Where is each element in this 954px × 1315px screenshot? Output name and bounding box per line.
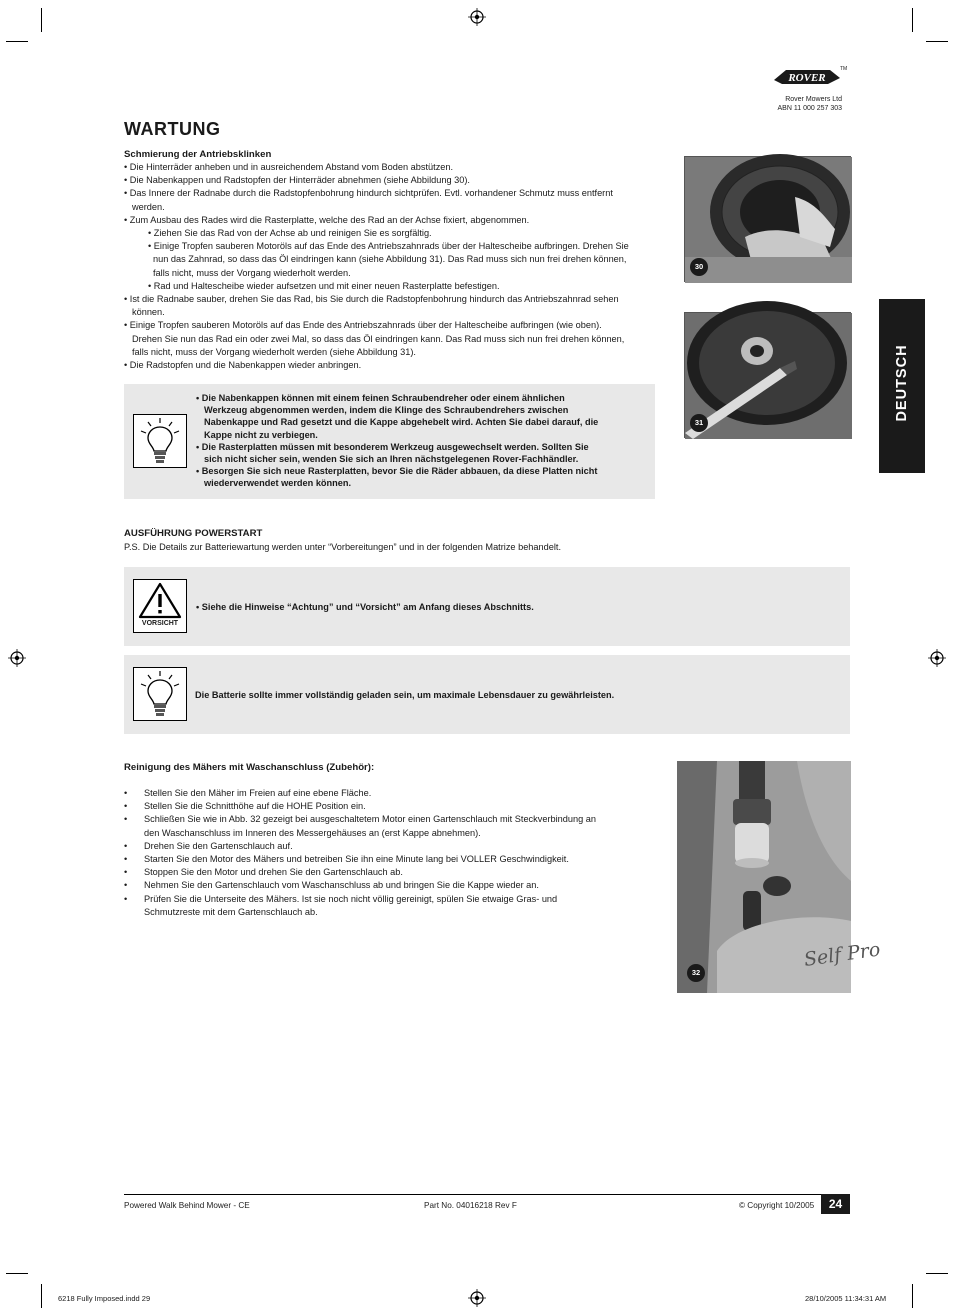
tip-line: Nabenkappe und Rad gesetzt und die Kappe abgehebelt wird. Achten Sie dabei darauf, die [204, 417, 599, 428]
crop-mark [912, 1284, 913, 1308]
tip-text: Die Batterie sollte immer vollständig geladen sein, um maximale Lebensdauer zu gewährleisten. [195, 690, 615, 700]
crop-mark [41, 1284, 42, 1308]
tip-line: Werkzeug abgenommen werden, indem die Klinge des Schraubendrehers zwischen [204, 405, 569, 416]
step-line: • Ziehen Sie das Rad von der Achse ab und reinigen Sie es sorgfältig. [148, 228, 432, 239]
figure-number: 30 [690, 258, 708, 276]
company-abn: ABN 11 000 257 303 [777, 105, 842, 112]
warning-text: • Siehe die Hinweise “Achtung” und “Vorsicht” am Anfang dieses Abschnitts. [196, 602, 534, 612]
list-item: • Prüfen Sie die Unterseite des Mähers. Ist sie noch nicht völlig gereinigt, spülen Sie etwaige Gras- und [124, 893, 558, 904]
tip-line: Kappe nicht zu verbiegen. [204, 429, 318, 440]
svg-text:ROVER: ROVER [788, 72, 826, 84]
step-line: • Das Innere der Radnabe durch die Radstopfenbohrung hindurch sichtprüfen. Evtl. vorhandener Schmutz muss entfernt [124, 188, 613, 199]
step-line: können. [132, 307, 165, 318]
language-tab [879, 299, 925, 473]
list-item: den Waschanschluss im Inneren des Messergehäuses an (erst Kappe abnehmen). [144, 827, 481, 838]
figure-30-photo [684, 156, 851, 282]
wheel-photo-illustration [685, 157, 852, 283]
language-tab-label: DEUTSCH [894, 344, 910, 422]
step-line: • Einige Tropfen sauberen Motoröls auf das Ende des Antriebszahnrads über der Haltescheibe aufbringen. Drehen Sie [148, 241, 629, 252]
list-item: • Stellen Sie den Mäher im Freien auf eine ebene Fläche. [124, 788, 372, 798]
powerstart-text: P.S. Die Details zur Batteriewartung werden unter “Vorbereitungen” und in der folgenden Matrize behandelt. [124, 542, 562, 552]
step-line: nun das Zahnrad, so dass das Öl eindringen kann (siehe Abbildung 31). Das Rad muss sich nun frei drehen können, [153, 254, 627, 265]
tip-line: • Die Nabenkappen können mit einem feinen Schraubendreher oder einem ähnlichen [196, 393, 565, 403]
step-line: falls nicht, muss der Vorgang wiederholt werden. [153, 267, 351, 278]
figure-number: 31 [690, 414, 708, 432]
step-line: • Die Hinterräder anheben und in ausreichendem Abstand vom Boden abstützen. [124, 162, 454, 172]
tip-box-hubcaps [124, 384, 655, 499]
tip-line: • Besorgen Sie sich neue Rasterplatten, bevor Sie die Räder abbauen, da diese Platten nicht [196, 466, 598, 477]
decal-text: Self Pro [802, 938, 882, 971]
crop-mark [926, 41, 948, 42]
footer-rule [124, 1194, 821, 1195]
warning-label: VORSICHT [141, 620, 179, 627]
page-number: 24 [821, 1194, 850, 1214]
tip-line: wiederverwendet werden können. [204, 478, 352, 489]
figure-number: 32 [687, 964, 705, 982]
section-heading-lubrication: Schmierung der Antriebsklinken [124, 149, 272, 160]
step-line: werden. [132, 201, 165, 212]
list-item: • Nehmen Sie den Gartenschlauch vom Waschanschluss ab und bringen Sie die Kappe wieder an. [124, 880, 539, 891]
footer-part-number: Part No. 04016218 Rev F [424, 1201, 517, 1210]
section-heading-cleaning: Reinigung des Mähers mit Waschanschluss (Zubehör): [124, 762, 375, 773]
wash-port-photo-illustration [677, 761, 882, 993]
figure-31-photo [684, 312, 851, 438]
crop-mark [6, 1273, 28, 1274]
crop-mark [41, 8, 42, 32]
tip-frame [133, 667, 187, 721]
tip-line: • Die Rasterplatten müssen mit besonderem Werkzeug ausgewechselt werden. Sollten Sie [196, 441, 589, 452]
list-item: • Drehen Sie den Gartenschlauch auf. [124, 840, 293, 851]
step-line: Drehen Sie nun das Rad ein oder zwei Mal, so dass das Öl eindringen kann. Das Rad muss sich nun frei drehen können, [132, 333, 625, 344]
list-item: • Schließen Sie wie in Abb. 32 gezeigt bei ausgeschaltetem Motor einen Gartenschlauch mit Steckverbindung an [124, 814, 596, 825]
registration-mark-icon [8, 649, 26, 667]
list-item: Schmutzreste mit dem Gartenschlauch ab. [144, 906, 318, 917]
registration-mark-icon [468, 8, 486, 26]
warning-frame [133, 579, 187, 633]
slug-file: 6218 Fully Imposed.indd 29 [58, 1294, 151, 1303]
crop-mark [926, 1273, 948, 1274]
list-item: • Stellen Sie die Schnitthöhe auf die HOHE Position ein. [124, 801, 366, 812]
trademark: TM [840, 66, 848, 72]
hub-photo-illustration [685, 313, 852, 439]
tip-frame [133, 414, 187, 468]
registration-mark-icon [928, 649, 946, 667]
registration-mark-icon [468, 1289, 486, 1307]
list-item: • Stoppen Sie den Motor und drehen Sie den Gartenschlauch ab. [124, 867, 403, 878]
lubrication-steps [124, 161, 654, 372]
footer-copyright: © Copyright 10/2005 [739, 1201, 815, 1210]
figure-32-photo [677, 761, 882, 993]
step-line: • Ist die Radnabe sauber, drehen Sie das Rad, bis Sie durch die Radstopfenbohrung hindurch das Antriebszahnrad sehen [124, 294, 619, 305]
step-line: • Rad und Haltescheibe wieder aufsetzen und mit einer neuen Rasterplatte befestigen. [148, 280, 500, 291]
slug-date: 28/10/2005 11:34:31 AM [805, 1294, 887, 1303]
step-line: falls nicht, muss der Vorgang wiederholt werden (siehe Abbildung 31). [132, 346, 416, 357]
page-title: WARTUNG [124, 119, 221, 139]
section-heading-powerstart: AUSFÜHRUNG POWERSTART [124, 528, 263, 539]
crop-mark [6, 41, 28, 42]
tip-box-battery [124, 655, 850, 734]
step-line: • Die Nabenkappen und Radstopfen der Hinterräder abnehmen (siehe Abbildung 30). [124, 175, 470, 186]
rover-logo-icon [772, 64, 842, 88]
step-line: • Einige Tropfen sauberen Motoröls auf das Ende des Antriebszahnrads über der Haltescheibe aufbringen (wie oben). [124, 320, 602, 331]
light-bulb-icon [134, 668, 186, 720]
step-line: • Zum Ausbau des Rades wird die Rasterplatte, welche des Rad an der Achse fixiert, abgenommen. [124, 214, 530, 225]
crop-mark [912, 8, 913, 32]
list-item: • Starten Sie den Motor des Mähers und betreiben Sie ihn eine Minute lang bei VOLLER Geschwindigkeit. [124, 854, 569, 865]
cleaning-steps [124, 787, 644, 919]
step-line: • Die Radstopfen und die Nabenkappen wieder anbringen. [124, 360, 362, 371]
warning-box [124, 567, 850, 646]
warning-triangle-icon [134, 580, 186, 620]
tip-line: sich nicht sicher sein, wenden Sie sich an Ihren nächstgelegenen Rover-Fachhändler. [204, 454, 579, 465]
footer-product: Powered Walk Behind Mower - CE [124, 1201, 250, 1210]
tip-text [196, 392, 646, 490]
company-name: Rover Mowers Ltd [785, 96, 842, 103]
light-bulb-icon [134, 415, 186, 467]
